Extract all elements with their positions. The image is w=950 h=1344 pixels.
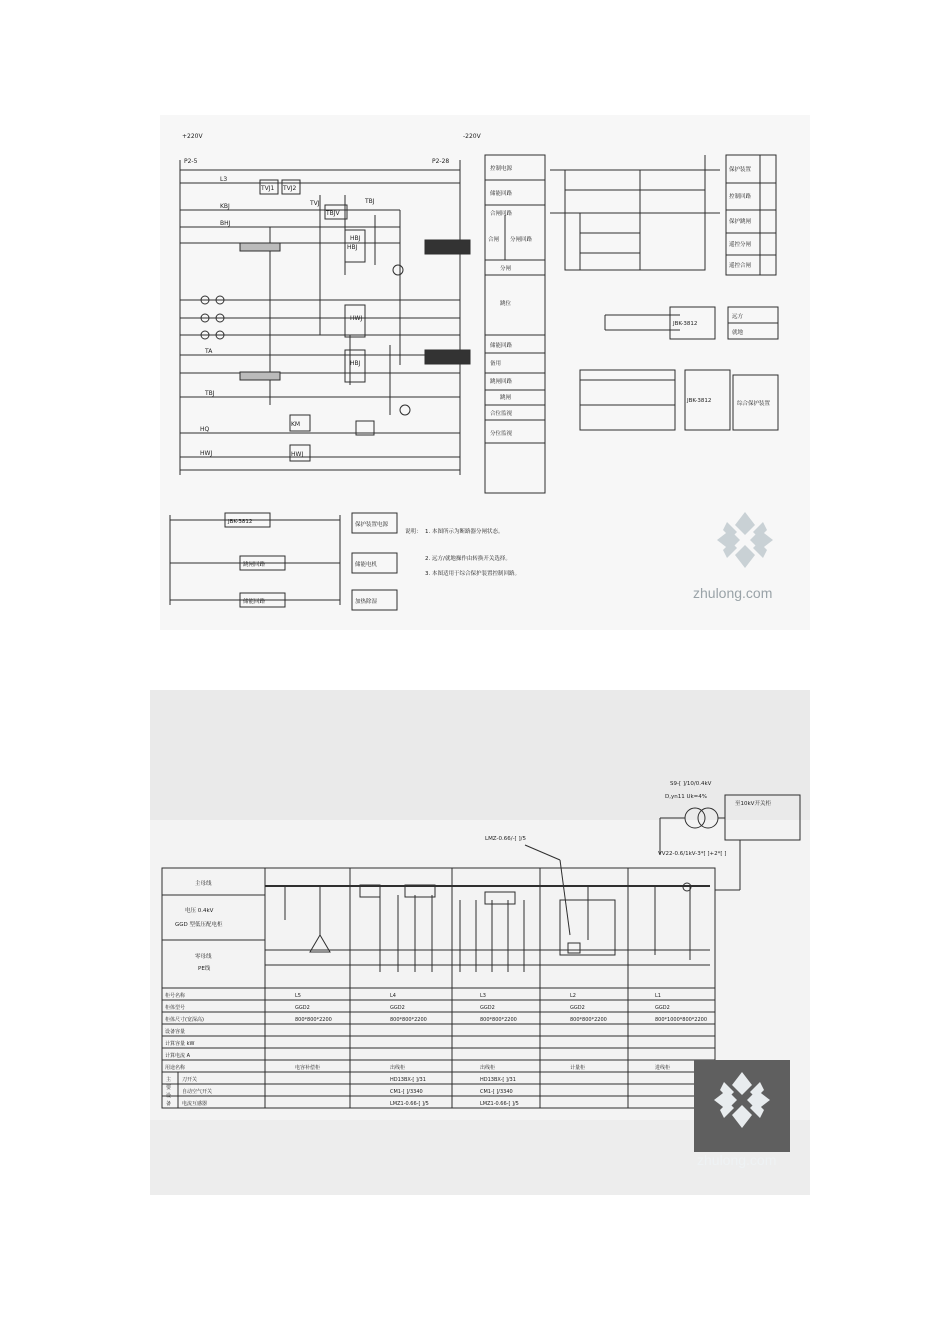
table-cell: GGD2: [655, 1005, 670, 1011]
terminal-right-label: P2-28: [432, 158, 450, 165]
voltage-label: 电压 0.4kV: [185, 908, 214, 914]
table-cell: L4: [390, 993, 396, 999]
bottom-right-box-label: 保护装置电源: [355, 522, 389, 528]
legend-right-label: 合闸: [488, 237, 500, 243]
table-cell: L1: [655, 993, 661, 999]
table-cell: 电容补偿柜: [295, 1065, 321, 1071]
legend-right-label: 分闸: [500, 266, 512, 272]
control-circuit-schematic: [160, 115, 810, 630]
right-box-label: 至10kV开关柜: [735, 801, 771, 807]
table-cell: GGD2: [390, 1005, 405, 1011]
table-row-label: 柜号名称: [165, 993, 186, 999]
relay-label: TA: [205, 348, 213, 355]
upper-right-legend-label: 遥控分闸: [729, 242, 752, 248]
note-line: 3. 本图适用于综合保护装置控制回路。: [425, 571, 520, 577]
table-row-label: 计算电流 A: [165, 1053, 191, 1059]
relay-box-label: HBJ: [347, 244, 358, 251]
relay-label: HBJ: [350, 360, 361, 367]
transformer-label: S9-[ ]/10/0.4kV: [670, 781, 712, 787]
watermark-text: zhulong.com: [693, 585, 773, 601]
legend-right-label: 跳位: [500, 301, 512, 307]
table-cell: HD13BX-[ ]/31: [480, 1077, 516, 1083]
upper-right-legend-label: 控制回路: [729, 194, 752, 200]
table-cell: 出线柜: [390, 1065, 406, 1071]
table-cell: HD13BX-[ ]/31: [390, 1077, 426, 1083]
remote-label: 远方: [732, 314, 744, 320]
cabinet-type-label: GGD 型低压配电柜: [175, 922, 223, 928]
table-cell: 800*800*2200: [570, 1017, 607, 1023]
legend-right-label: 备用: [490, 361, 502, 367]
pe-bus-label: PE线: [198, 966, 211, 972]
table-cell: 800*800*2200: [390, 1017, 427, 1023]
table-cell: 800*800*2200: [480, 1017, 517, 1023]
table-cell: 出线柜: [480, 1065, 496, 1071]
one-line-diagram-svg: [150, 690, 810, 1195]
bottom-box-label: JBK-3812: [228, 519, 253, 525]
legend-right-label: 储能回路: [490, 191, 513, 197]
equipment-table: [165, 992, 707, 1107]
table-cell: GGD2: [570, 1005, 585, 1011]
terminal-left-label: P2-5: [184, 158, 198, 165]
note-line: 2. 远方/就地操作由转换开关选择。: [425, 556, 511, 562]
upper-right-legend-label: 遥控合闸: [729, 263, 752, 269]
side-label: 主: [166, 1077, 172, 1083]
table-cell: CM1-[ ]/3340: [390, 1089, 423, 1095]
watermark-logo-icon: [717, 512, 773, 568]
legend-right-label: 分位监视: [490, 431, 513, 437]
bottom-right-box-label: 储能电机: [355, 562, 378, 568]
protection-model-label: JBK-3812: [673, 321, 698, 327]
legend-right-label: 跳闸: [500, 395, 512, 401]
legend-right-label: 储能回路: [490, 343, 513, 349]
main-bus-label: 主母线: [195, 881, 212, 887]
table-cell: 计量柜: [570, 1065, 586, 1071]
relay-label: HWJ: [200, 450, 213, 457]
watermark-text: zhulong.com: [697, 1152, 777, 1168]
table-row-label: 设备容量: [165, 1029, 186, 1035]
note-line: 1. 本图所示为断路器分闸状态。: [425, 529, 504, 535]
cable-label-bottom: VV22-0.6/1kV-3*[ ]+2*[ ]: [658, 851, 727, 857]
table-cell: 800*1000*800*2200: [655, 1017, 708, 1023]
relay-label: TBJ: [205, 390, 215, 397]
table-cell: GGD2: [295, 1005, 310, 1011]
table-cell: L3: [480, 993, 486, 999]
relay-box-label: TVJ1: [261, 185, 275, 192]
side-label: 备: [166, 1101, 172, 1107]
table-cell: GGD2: [480, 1005, 495, 1011]
relay-label: HWJ: [350, 315, 363, 322]
relay-label: L3: [220, 176, 228, 183]
relay-box-label: KM: [291, 421, 301, 428]
relay-model-label: JBK-3812: [687, 398, 712, 404]
table-cell: 800*800*2200: [295, 1017, 332, 1023]
table-cell: 进线柜: [655, 1065, 671, 1071]
table-row-label: 计算容量 kW: [165, 1041, 195, 1047]
relay-label: HQ: [200, 426, 210, 433]
relay-box-label: TBJV: [326, 210, 340, 217]
table-row-label: 自动空气开关: [182, 1089, 213, 1095]
voltage-left-label: +220V: [182, 133, 203, 140]
table-row-label: 用途名称: [165, 1065, 186, 1071]
relay-box-label: TVJ2: [283, 185, 297, 192]
relay-label: TBJ: [365, 198, 375, 205]
table-row-label: 电流互感器: [182, 1101, 208, 1107]
low-voltage-one-line-diagram: [150, 690, 810, 1195]
legend-right-label: 控制电源: [490, 166, 513, 172]
table-row-label: 刀开关: [182, 1077, 198, 1083]
table-row-label: 柜体型号: [165, 1005, 186, 1011]
legend-right-label: 跳闸回路: [490, 379, 513, 385]
transformer-sub-label: D,yn11 Uk=4%: [665, 794, 708, 800]
relay-box-label: HWJ: [291, 451, 304, 458]
relay-label: KBJ: [220, 203, 230, 210]
control-circuit-svg: [160, 115, 810, 630]
notes-title: 说明：: [405, 529, 422, 535]
table-cell: CM1-[ ]/3340: [480, 1089, 513, 1095]
table-cell: L5: [295, 993, 301, 999]
relay-label: BHJ: [220, 220, 231, 227]
table-cell: LMZ1-0.66-[ ]/5: [390, 1101, 429, 1107]
upper-right-legend-label: 保护跳闸: [729, 219, 752, 225]
bottom-box-label: 跳闸回路: [243, 562, 266, 568]
voltage-right-label: -220V: [463, 133, 481, 140]
legend-right-label: 分闸回路: [510, 237, 533, 243]
side-label: 设: [166, 1093, 172, 1099]
bottom-right-box-label: 加热除湿: [355, 599, 378, 605]
neutral-bus-label: 零母线: [195, 954, 212, 960]
cable-label-top: LMZ-0.66/-[ ]/5: [485, 836, 526, 842]
table-cell: LMZ1-0.66-[ ]/5: [480, 1101, 519, 1107]
bottom-box-label: 储能回路: [243, 599, 266, 605]
table-cell: L2: [570, 993, 576, 999]
upper-right-legend-label: 保护装置: [729, 167, 752, 173]
table-row-label: 柜体尺寸(宽深高): [165, 1017, 204, 1023]
side-label: 要: [166, 1085, 172, 1091]
legend-right-label: 合位监视: [490, 411, 513, 417]
local-label: 就地: [732, 330, 744, 336]
relay-label: HBJ: [350, 235, 361, 242]
legend-right-label: 合闸回路: [490, 211, 513, 217]
integrated-protection-label: 综合保护装置: [737, 401, 771, 407]
relay-label: TVJ: [310, 200, 320, 207]
